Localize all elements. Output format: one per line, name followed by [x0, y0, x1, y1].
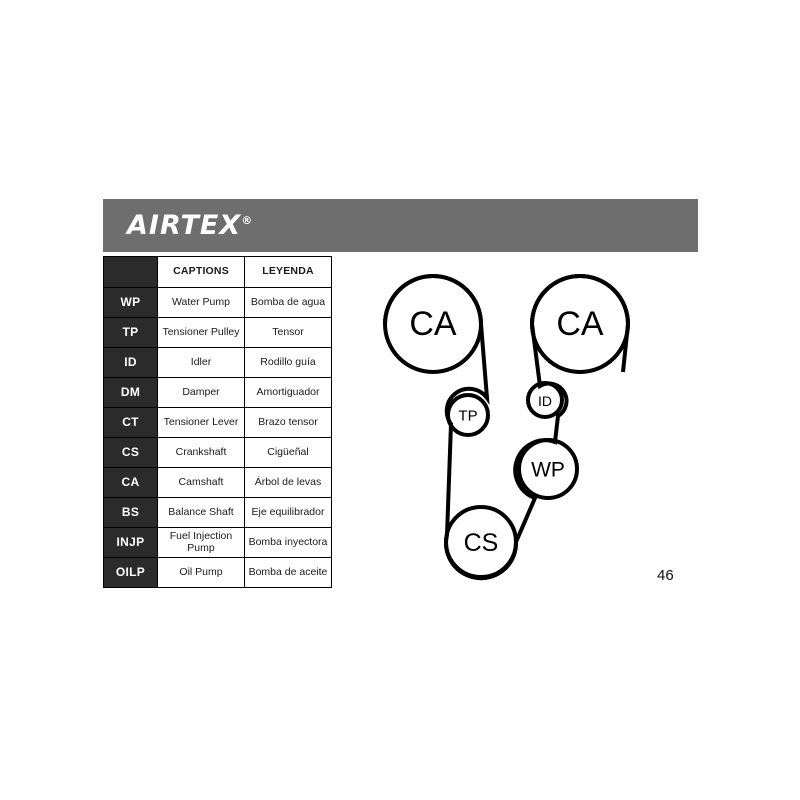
table-row: [104, 318, 332, 348]
legend-caption-en: Water Pump: [158, 288, 245, 318]
legend-caption-es: Bomba inyectora: [245, 528, 332, 558]
legend-code: ID: [104, 348, 158, 378]
table-row: [104, 378, 332, 408]
legend-caption-es: Bomba de agua: [245, 288, 332, 318]
legend-caption-es: Bomba de aceite: [245, 558, 332, 588]
legend-table-head: [104, 257, 332, 288]
legend-caption-es: Eje equilibrador: [245, 498, 332, 528]
table-row: [104, 438, 332, 468]
legend-caption-en: Fuel Injection Pump: [158, 528, 245, 558]
legend-caption-en: Tensioner Pulley: [158, 318, 245, 348]
legend-caption-en: Balance Shaft: [158, 498, 245, 528]
legend-caption-es: Árbol de levas: [245, 468, 332, 498]
legend-code: DM: [104, 378, 158, 408]
legend-code: BS: [104, 498, 158, 528]
pulley-label-ca-left: CA: [409, 305, 457, 343]
table-row: [104, 408, 332, 438]
legend-caption-es: Rodillo guía: [245, 348, 332, 378]
table-row: [104, 468, 332, 498]
legend-caption-en: Oil Pump: [158, 558, 245, 588]
registered-trademark-icon: ®: [241, 214, 254, 227]
pulley-label-cs: CS: [463, 529, 499, 557]
legend-header-leyenda: LEYENDA: [245, 257, 332, 288]
legend-caption-es: Tensor: [245, 318, 332, 348]
table-row: [104, 528, 332, 558]
legend-table: [103, 256, 332, 588]
legend-code: OILP: [104, 558, 158, 588]
legend-code: CA: [104, 468, 158, 498]
legend-code: WP: [104, 288, 158, 318]
table-row: [104, 348, 332, 378]
pulley-label-ca-right: CA: [556, 305, 604, 343]
legend-caption-en: Tensioner Lever: [158, 408, 245, 438]
legend-caption-en: Camshaft: [158, 468, 245, 498]
legend-header-captions: CAPTIONS: [158, 257, 245, 288]
legend-caption-en: Crankshaft: [158, 438, 245, 468]
legend-caption-es: Brazo tensor: [245, 408, 332, 438]
legend-code: CT: [104, 408, 158, 438]
page-number: 46: [657, 567, 674, 584]
pulley-label-id: ID: [538, 393, 552, 409]
legend-caption-es: Amortiguador: [245, 378, 332, 408]
timing-belt-svg: [355, 252, 685, 592]
table-row: [104, 498, 332, 528]
legend-code: CS: [104, 438, 158, 468]
legend-caption-en: Idler: [158, 348, 245, 378]
pulley-label-tp: TP: [458, 407, 478, 425]
legend-caption-es: Cigüeñal: [245, 438, 332, 468]
legend-caption-en: Damper: [158, 378, 245, 408]
pulley-label-wp: WP: [531, 458, 565, 482]
timing-belt-diagram: [355, 252, 685, 592]
legend-code: INJP: [104, 528, 158, 558]
legend-table-body: [104, 288, 332, 588]
table-row: [104, 288, 332, 318]
table-row: [104, 558, 332, 588]
airtex-logo: [127, 212, 253, 239]
legend-code: TP: [104, 318, 158, 348]
brand-name: AIRTEX: [127, 210, 242, 241]
legend-header-row: [104, 257, 332, 288]
legend-header-code: [104, 257, 158, 288]
